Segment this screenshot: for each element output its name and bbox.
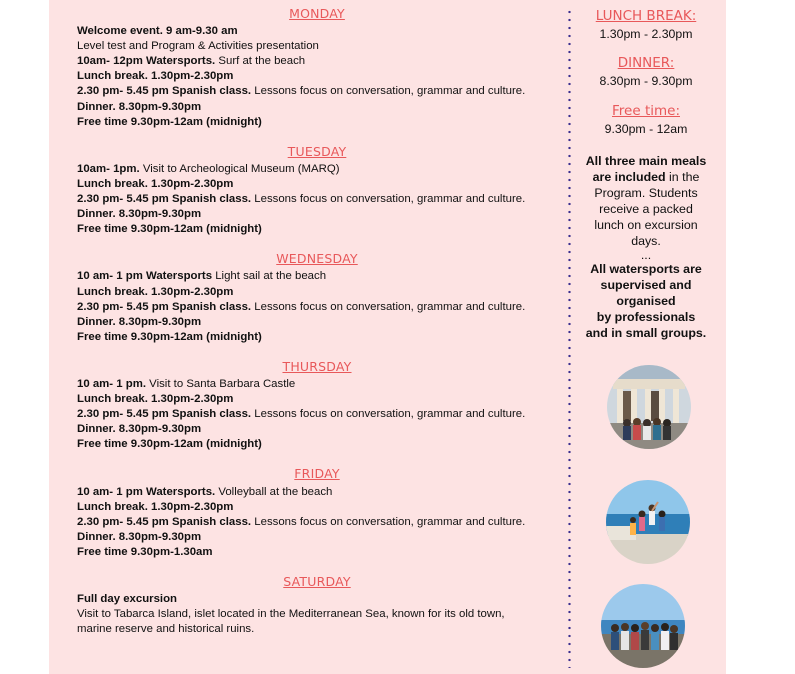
sidebar-info [575,8,717,341]
lunch-break-heading: LUNCH BREAK: [595,8,697,24]
text: Lessons focus on conversation, grammar and culture. [251,408,526,421]
day-heading: WEDNESDAY [276,251,358,267]
dotted-divider [568,8,571,668]
text: Lessons focus on conversation, grammar and culture. [251,85,526,98]
day-section-wednesday [77,251,557,345]
bold-text: 2.30 pm- 5.45 pm Spanish class. [77,408,252,421]
group-photo-beach [606,480,690,564]
day-heading: SATURDAY [283,574,351,589]
bold-text: Free time 9.30pm-12am (midnight) [77,223,262,236]
schedule-line [77,54,557,69]
schedule-line [77,422,557,437]
schedule-line [77,592,557,607]
schedule-line [575,325,717,341]
bold-text: Free time 9.30pm-12am (midnight) [77,438,262,451]
day-section-friday [77,466,557,560]
schedule-line [77,485,557,500]
bold-text: Lunch break. 1.30pm-2.30pm [77,285,234,298]
text: Program. Students [594,186,698,200]
bold-text: 2.30 pm- 5.45 pm Spanish class. [77,193,252,206]
day-section-monday [77,6,557,130]
bold-text: Lunch break. 1.30pm-2.30pm [77,500,234,513]
day-heading: TUESDAY [287,143,347,159]
bold-text: supervised and [600,278,692,292]
schedule-line [77,315,557,330]
bold-text: 10 am- 1 pm Watersports [77,270,213,283]
dinner-time: 8.30pm - 9.30pm [599,74,693,88]
text: Light sail at the beach [212,270,327,283]
schedule-line [77,622,557,637]
group-photo-excursion [601,584,685,668]
text: Lessons focus on conversation, grammar and culture. [251,515,526,528]
schedule-line [77,222,557,237]
schedule-line [575,217,717,233]
bold-text: 10 am- 1 pm. [77,377,147,390]
schedule-line [77,607,557,622]
group-photo-museum [607,365,691,449]
bold-text: are included [592,170,666,184]
text: Surf at the beach [215,55,306,68]
day-section-saturday [77,574,557,637]
schedule-line [575,261,717,277]
ellipsis: ... [640,248,652,262]
schedule-line [77,24,557,39]
bold-text: Full day excursion [77,593,178,606]
schedule-line [77,162,557,177]
schedule-line [77,285,557,300]
schedule-line [77,84,557,99]
schedule-line [77,407,557,422]
text: lunch on excursion [594,218,698,232]
schedule-line [575,277,717,293]
bold-text: Dinner. 8.30pm-9.30pm [77,423,202,436]
dinner-heading: DINNER: [617,55,675,71]
bold-text: Lunch break. 1.30pm-2.30pm [77,393,234,406]
schedule-line [77,530,557,545]
schedule-line [77,39,557,54]
day-heading: THURSDAY [282,358,352,374]
meals-note [575,153,717,249]
bold-text: All watersports are [590,262,702,276]
schedule-line [77,437,557,452]
bold-text: Welcome event. 9 am-9.30 am [77,25,238,38]
text: receive a packed [599,202,693,216]
schedule-line [77,177,557,192]
schedule-line [77,545,557,560]
text: marine reserve and historical ruins. [77,623,255,636]
schedule-line [77,377,557,392]
text: in the [665,170,700,184]
bold-text: Free time 9.30pm-12am (midnight) [77,115,262,128]
bold-text: 2.30 pm- 5.45 pm Spanish class. [77,85,252,98]
bold-text: 10am- 1pm. [77,162,140,175]
schedule-line [575,233,717,249]
schedule-line [77,192,557,207]
bold-text: Dinner. 8.30pm-9.30pm [77,530,202,543]
bold-text: Free time 9.30pm-1.30am [77,545,213,558]
schedule-line [575,201,717,217]
bold-text: and in small groups. [585,326,707,340]
schedule-line [575,293,717,309]
text: Lessons focus on conversation, grammar and culture. [251,193,526,206]
schedule-line [77,330,557,345]
schedule-line [77,392,557,407]
free-time-value: 9.30pm - 12am [604,122,688,136]
day-section-thursday [77,359,557,453]
schedule-line [77,207,557,222]
bold-text: Lunch break. 1.30pm-2.30pm [77,70,234,83]
schedule-line [575,309,717,325]
free-time-heading: Free time: [612,103,680,119]
text: Level test and Program & Activities presentation [77,40,319,53]
bold-text: organised [616,294,676,308]
day-heading: MONDAY [289,6,345,21]
schedule-line [77,269,557,284]
text: days. [631,234,661,248]
bold-text: 2.30 pm- 5.45 pm Spanish class. [77,515,252,528]
weekly-schedule [77,6,557,637]
watersports-note [575,261,717,341]
schedule-line [77,515,557,530]
lunch-break-time: 1.30pm - 2.30pm [599,27,693,41]
schedule-line [77,100,557,115]
schedule-line [77,500,557,515]
schedule-line [77,115,557,130]
bold-text: Dinner. 8.30pm-9.30pm [77,100,202,113]
day-section-tuesday [77,144,557,238]
bold-text: Dinner. 8.30pm-9.30pm [77,315,202,328]
schedule-line [77,300,557,315]
bold-text: Dinner. 8.30pm-9.30pm [77,208,202,221]
text: Volleyball at the beach [215,485,333,498]
bold-text: Lunch break. 1.30pm-2.30pm [77,177,234,190]
schedule-line [575,153,717,169]
text: Visit to Santa Barbara Castle [146,377,296,390]
day-heading: FRIDAY [294,466,340,482]
bold-text: All three main meals [585,154,707,168]
bold-text: by professionals [596,310,696,324]
schedule-line [575,169,717,185]
bold-text: 10 am- 1 pm Watersports. [77,485,216,498]
schedule-line [575,185,717,201]
schedule-line [77,69,557,84]
text: Visit to Archeological Museum (MARQ) [139,162,340,175]
bold-text: Free time 9.30pm-12am (midnight) [77,330,262,343]
bold-text: 2.30 pm- 5.45 pm Spanish class. [77,300,252,313]
text: Visit to Tabarca Island, islet located in the Mediterranean Sea, known for its old town, [77,608,505,621]
text: Lessons focus on conversation, grammar and culture. [251,300,526,313]
bold-text: 10am- 12pm Watersports. [77,55,216,68]
